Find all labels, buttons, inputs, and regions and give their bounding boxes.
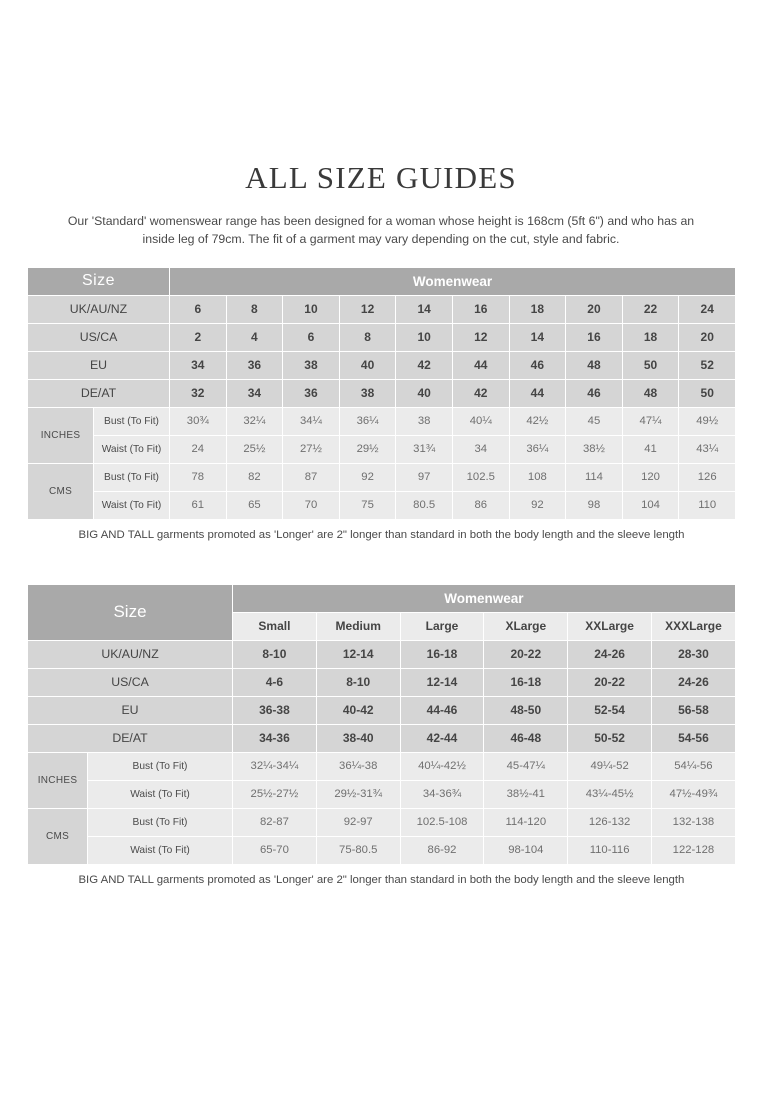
size-header-cell: Size xyxy=(28,267,170,295)
size-name-cell: XLarge xyxy=(484,612,568,640)
footnote-text: BIG AND TALL garments promoted as 'Longer' are 2" longer than standard in both the body length and the sleeve length xyxy=(28,864,736,895)
measurement-cell: 36¼ xyxy=(509,435,566,463)
size-cell: 34-36 xyxy=(233,724,317,752)
measurement-cell: 70 xyxy=(283,491,340,519)
size-cell: 10 xyxy=(283,295,340,323)
measurement-cell: 98 xyxy=(566,491,623,519)
size-cell: 20 xyxy=(566,295,623,323)
size-cell: 14 xyxy=(509,323,566,351)
size-cell: 38 xyxy=(339,379,396,407)
measurement-cell: 82-87 xyxy=(233,808,317,836)
size-header-cell: Size xyxy=(28,584,233,640)
size-name-cell: Large xyxy=(400,612,484,640)
size-cell: 36 xyxy=(283,379,340,407)
size-cell: 24-26 xyxy=(568,640,652,668)
measurement-cell: 45-47¼ xyxy=(484,752,568,780)
table-row xyxy=(28,379,736,407)
measurement-cell: 49½ xyxy=(679,407,736,435)
measurement-row xyxy=(28,780,736,808)
measurement-cell: 126-132 xyxy=(568,808,652,836)
size-cell: 16-18 xyxy=(484,668,568,696)
size-cell: 12-14 xyxy=(400,668,484,696)
table-row xyxy=(28,696,736,724)
size-cell: 36 xyxy=(226,351,283,379)
measurement-row xyxy=(28,491,736,519)
size-cell: 46 xyxy=(509,351,566,379)
lettered-size-table xyxy=(27,584,736,895)
measurement-cell: 34¼ xyxy=(283,407,340,435)
size-cell: 8 xyxy=(226,295,283,323)
measurement-cell: 114 xyxy=(566,463,623,491)
size-name-cell: Medium xyxy=(316,612,400,640)
measurement-cell: 92 xyxy=(339,463,396,491)
numeric-size-table xyxy=(27,267,736,550)
size-cell: 48 xyxy=(566,351,623,379)
measurement-cell: 126 xyxy=(679,463,736,491)
size-cell: 34 xyxy=(170,351,227,379)
measurement-row xyxy=(28,752,736,780)
size-cell: 54-56 xyxy=(652,724,736,752)
table-row xyxy=(28,295,736,323)
size-cell: 8 xyxy=(339,323,396,351)
measurement-cell: 38 xyxy=(396,407,453,435)
size-cell: 44-46 xyxy=(400,696,484,724)
measurement-cell: 29½ xyxy=(339,435,396,463)
size-cell: 20 xyxy=(679,323,736,351)
measurement-cell: 31¾ xyxy=(396,435,453,463)
measurement-row xyxy=(28,407,736,435)
size-cell: 16 xyxy=(452,295,509,323)
table-header-row xyxy=(28,267,736,295)
measurement-cell: 102.5-108 xyxy=(400,808,484,836)
measurement-cell: 27½ xyxy=(283,435,340,463)
measurement-cell: 42½ xyxy=(509,407,566,435)
size-cell: 22 xyxy=(622,295,679,323)
size-cell: 20-22 xyxy=(568,668,652,696)
measurement-cell: 40¼-42½ xyxy=(400,752,484,780)
measurement-cell: 86-92 xyxy=(400,836,484,864)
measurement-cell: 92 xyxy=(509,491,566,519)
measurement-cell: 110-116 xyxy=(568,836,652,864)
table-spacer xyxy=(27,550,735,584)
measurement-cell: 120 xyxy=(622,463,679,491)
size-cell: 6 xyxy=(170,295,227,323)
measurement-cell: 41 xyxy=(622,435,679,463)
measurement-cell: 114-120 xyxy=(484,808,568,836)
measurement-cell: 43¼ xyxy=(679,435,736,463)
size-cell: 46 xyxy=(566,379,623,407)
size-cell: 48-50 xyxy=(484,696,568,724)
size-cell: 44 xyxy=(509,379,566,407)
page-title: ALL SIZE GUIDES xyxy=(245,160,517,195)
table-header-row xyxy=(28,584,736,612)
measurement-cell: 29½-31¾ xyxy=(316,780,400,808)
size-cell: 48 xyxy=(622,379,679,407)
measurement-cell: 36¼-38 xyxy=(316,752,400,780)
row-label: UK/AU/NZ xyxy=(28,295,170,323)
table-row xyxy=(28,351,736,379)
measurement-cell: 25½-27½ xyxy=(233,780,317,808)
size-cell: 16-18 xyxy=(400,640,484,668)
measurement-label: Bust (To Fit) xyxy=(94,463,170,491)
measurement-label: Waist (To Fit) xyxy=(88,836,233,864)
size-cell: 4 xyxy=(226,323,283,351)
size-cell: 56-58 xyxy=(652,696,736,724)
measurement-cell: 98-104 xyxy=(484,836,568,864)
size-name-cell: XXLarge xyxy=(568,612,652,640)
measurement-cell: 75 xyxy=(339,491,396,519)
measurement-cell: 34-36¾ xyxy=(400,780,484,808)
row-label: US/CA xyxy=(28,323,170,351)
size-cell: 42-44 xyxy=(400,724,484,752)
size-cell: 52-54 xyxy=(568,696,652,724)
size-cell: 32 xyxy=(170,379,227,407)
size-cell: 2 xyxy=(170,323,227,351)
measurement-cell: 78 xyxy=(170,463,227,491)
size-cell: 28-30 xyxy=(652,640,736,668)
measurement-cell: 110 xyxy=(679,491,736,519)
measurement-cell: 36¼ xyxy=(339,407,396,435)
size-cell: 50 xyxy=(622,351,679,379)
size-cell: 8-10 xyxy=(233,640,317,668)
size-cell: 38 xyxy=(283,351,340,379)
size-name-cell: XXXLarge xyxy=(652,612,736,640)
table-row xyxy=(28,640,736,668)
size-cell: 12 xyxy=(452,323,509,351)
size-cell: 18 xyxy=(509,295,566,323)
measurement-row xyxy=(28,435,736,463)
measurement-cell: 38½-41 xyxy=(484,780,568,808)
measurement-cell: 54¼-56 xyxy=(652,752,736,780)
measurement-cell: 80.5 xyxy=(396,491,453,519)
measurement-label: Bust (To Fit) xyxy=(88,752,233,780)
row-label: DE/AT xyxy=(28,724,233,752)
size-cell: 24-26 xyxy=(652,668,736,696)
measurement-cell: 47¼ xyxy=(622,407,679,435)
measurement-cell: 108 xyxy=(509,463,566,491)
measurement-cell: 49¼-52 xyxy=(568,752,652,780)
intro-paragraph: Our 'Standard' womenswear range has been designed for a woman whose height is 168cm (5ft 6") and who has an inside leg of 79cm. The fit of a garment may vary depending on the cut, style and fabric. xyxy=(67,214,695,247)
size-cell: 44 xyxy=(452,351,509,379)
row-label: US/CA xyxy=(28,668,233,696)
measurement-label: Bust (To Fit) xyxy=(94,407,170,435)
table-row xyxy=(28,323,736,351)
unit-label-cms: CMS xyxy=(28,808,88,864)
measurement-cell: 47½-49¾ xyxy=(652,780,736,808)
measurement-cell: 104 xyxy=(622,491,679,519)
unit-label-inches: INCHES xyxy=(28,407,94,463)
size-cell: 40-42 xyxy=(316,696,400,724)
measurement-label: Waist (To Fit) xyxy=(94,435,170,463)
measurement-cell: 43¼-45½ xyxy=(568,780,652,808)
size-cell: 50-52 xyxy=(568,724,652,752)
size-cell: 46-48 xyxy=(484,724,568,752)
measurement-cell: 40¼ xyxy=(452,407,509,435)
measurement-cell: 45 xyxy=(566,407,623,435)
unit-label-inches: INCHES xyxy=(28,752,88,808)
size-cell: 12-14 xyxy=(316,640,400,668)
measurement-cell: 82 xyxy=(226,463,283,491)
measurement-cell: 97 xyxy=(396,463,453,491)
footnote-row xyxy=(28,864,736,895)
size-cell: 34 xyxy=(226,379,283,407)
size-cell: 6 xyxy=(283,323,340,351)
measurement-cell: 25½ xyxy=(226,435,283,463)
footnote-row xyxy=(28,519,736,550)
measurement-cell: 65 xyxy=(226,491,283,519)
measurement-label: Waist (To Fit) xyxy=(88,780,233,808)
measurement-cell: 132-138 xyxy=(652,808,736,836)
size-cell: 52 xyxy=(679,351,736,379)
measurement-label: Bust (To Fit) xyxy=(88,808,233,836)
row-label: EU xyxy=(28,351,170,379)
measurement-cell: 32¼ xyxy=(226,407,283,435)
measurement-cell: 87 xyxy=(283,463,340,491)
category-header-cell: Womenwear xyxy=(233,584,736,612)
row-label: EU xyxy=(28,696,233,724)
measurement-cell: 86 xyxy=(452,491,509,519)
size-cell: 50 xyxy=(679,379,736,407)
size-cell: 40 xyxy=(339,351,396,379)
size-cell: 40 xyxy=(396,379,453,407)
size-cell: 4-6 xyxy=(233,668,317,696)
size-cell: 8-10 xyxy=(316,668,400,696)
unit-label-cms: CMS xyxy=(28,463,94,519)
size-cell: 42 xyxy=(452,379,509,407)
table-row xyxy=(28,724,736,752)
size-cell: 42 xyxy=(396,351,453,379)
category-header-cell: Womenwear xyxy=(170,267,736,295)
size-name-cell: Small xyxy=(233,612,317,640)
measurement-label: Waist (To Fit) xyxy=(94,491,170,519)
size-cell: 18 xyxy=(622,323,679,351)
measurement-cell: 61 xyxy=(170,491,227,519)
size-cell: 10 xyxy=(396,323,453,351)
measurement-row xyxy=(28,463,736,491)
size-cell: 36-38 xyxy=(233,696,317,724)
measurement-row xyxy=(28,836,736,864)
measurement-cell: 32¼-34¼ xyxy=(233,752,317,780)
size-cell: 12 xyxy=(339,295,396,323)
page-content xyxy=(27,160,735,895)
measurement-cell: 24 xyxy=(170,435,227,463)
measurement-cell: 65-70 xyxy=(233,836,317,864)
size-cell: 24 xyxy=(679,295,736,323)
measurement-cell: 102.5 xyxy=(452,463,509,491)
measurement-cell: 38½ xyxy=(566,435,623,463)
measurement-cell: 34 xyxy=(452,435,509,463)
size-cell: 14 xyxy=(396,295,453,323)
size-cell: 16 xyxy=(566,323,623,351)
row-label: UK/AU/NZ xyxy=(28,640,233,668)
measurement-cell: 92-97 xyxy=(316,808,400,836)
size-cell: 38-40 xyxy=(316,724,400,752)
table-row xyxy=(28,668,736,696)
measurement-cell: 30¾ xyxy=(170,407,227,435)
row-label: DE/AT xyxy=(28,379,170,407)
size-cell: 20-22 xyxy=(484,640,568,668)
measurement-cell: 75-80.5 xyxy=(316,836,400,864)
measurement-row xyxy=(28,808,736,836)
footnote-text: BIG AND TALL garments promoted as 'Longer' are 2" longer than standard in both the body length and the sleeve length xyxy=(28,519,736,550)
measurement-cell: 122-128 xyxy=(652,836,736,864)
